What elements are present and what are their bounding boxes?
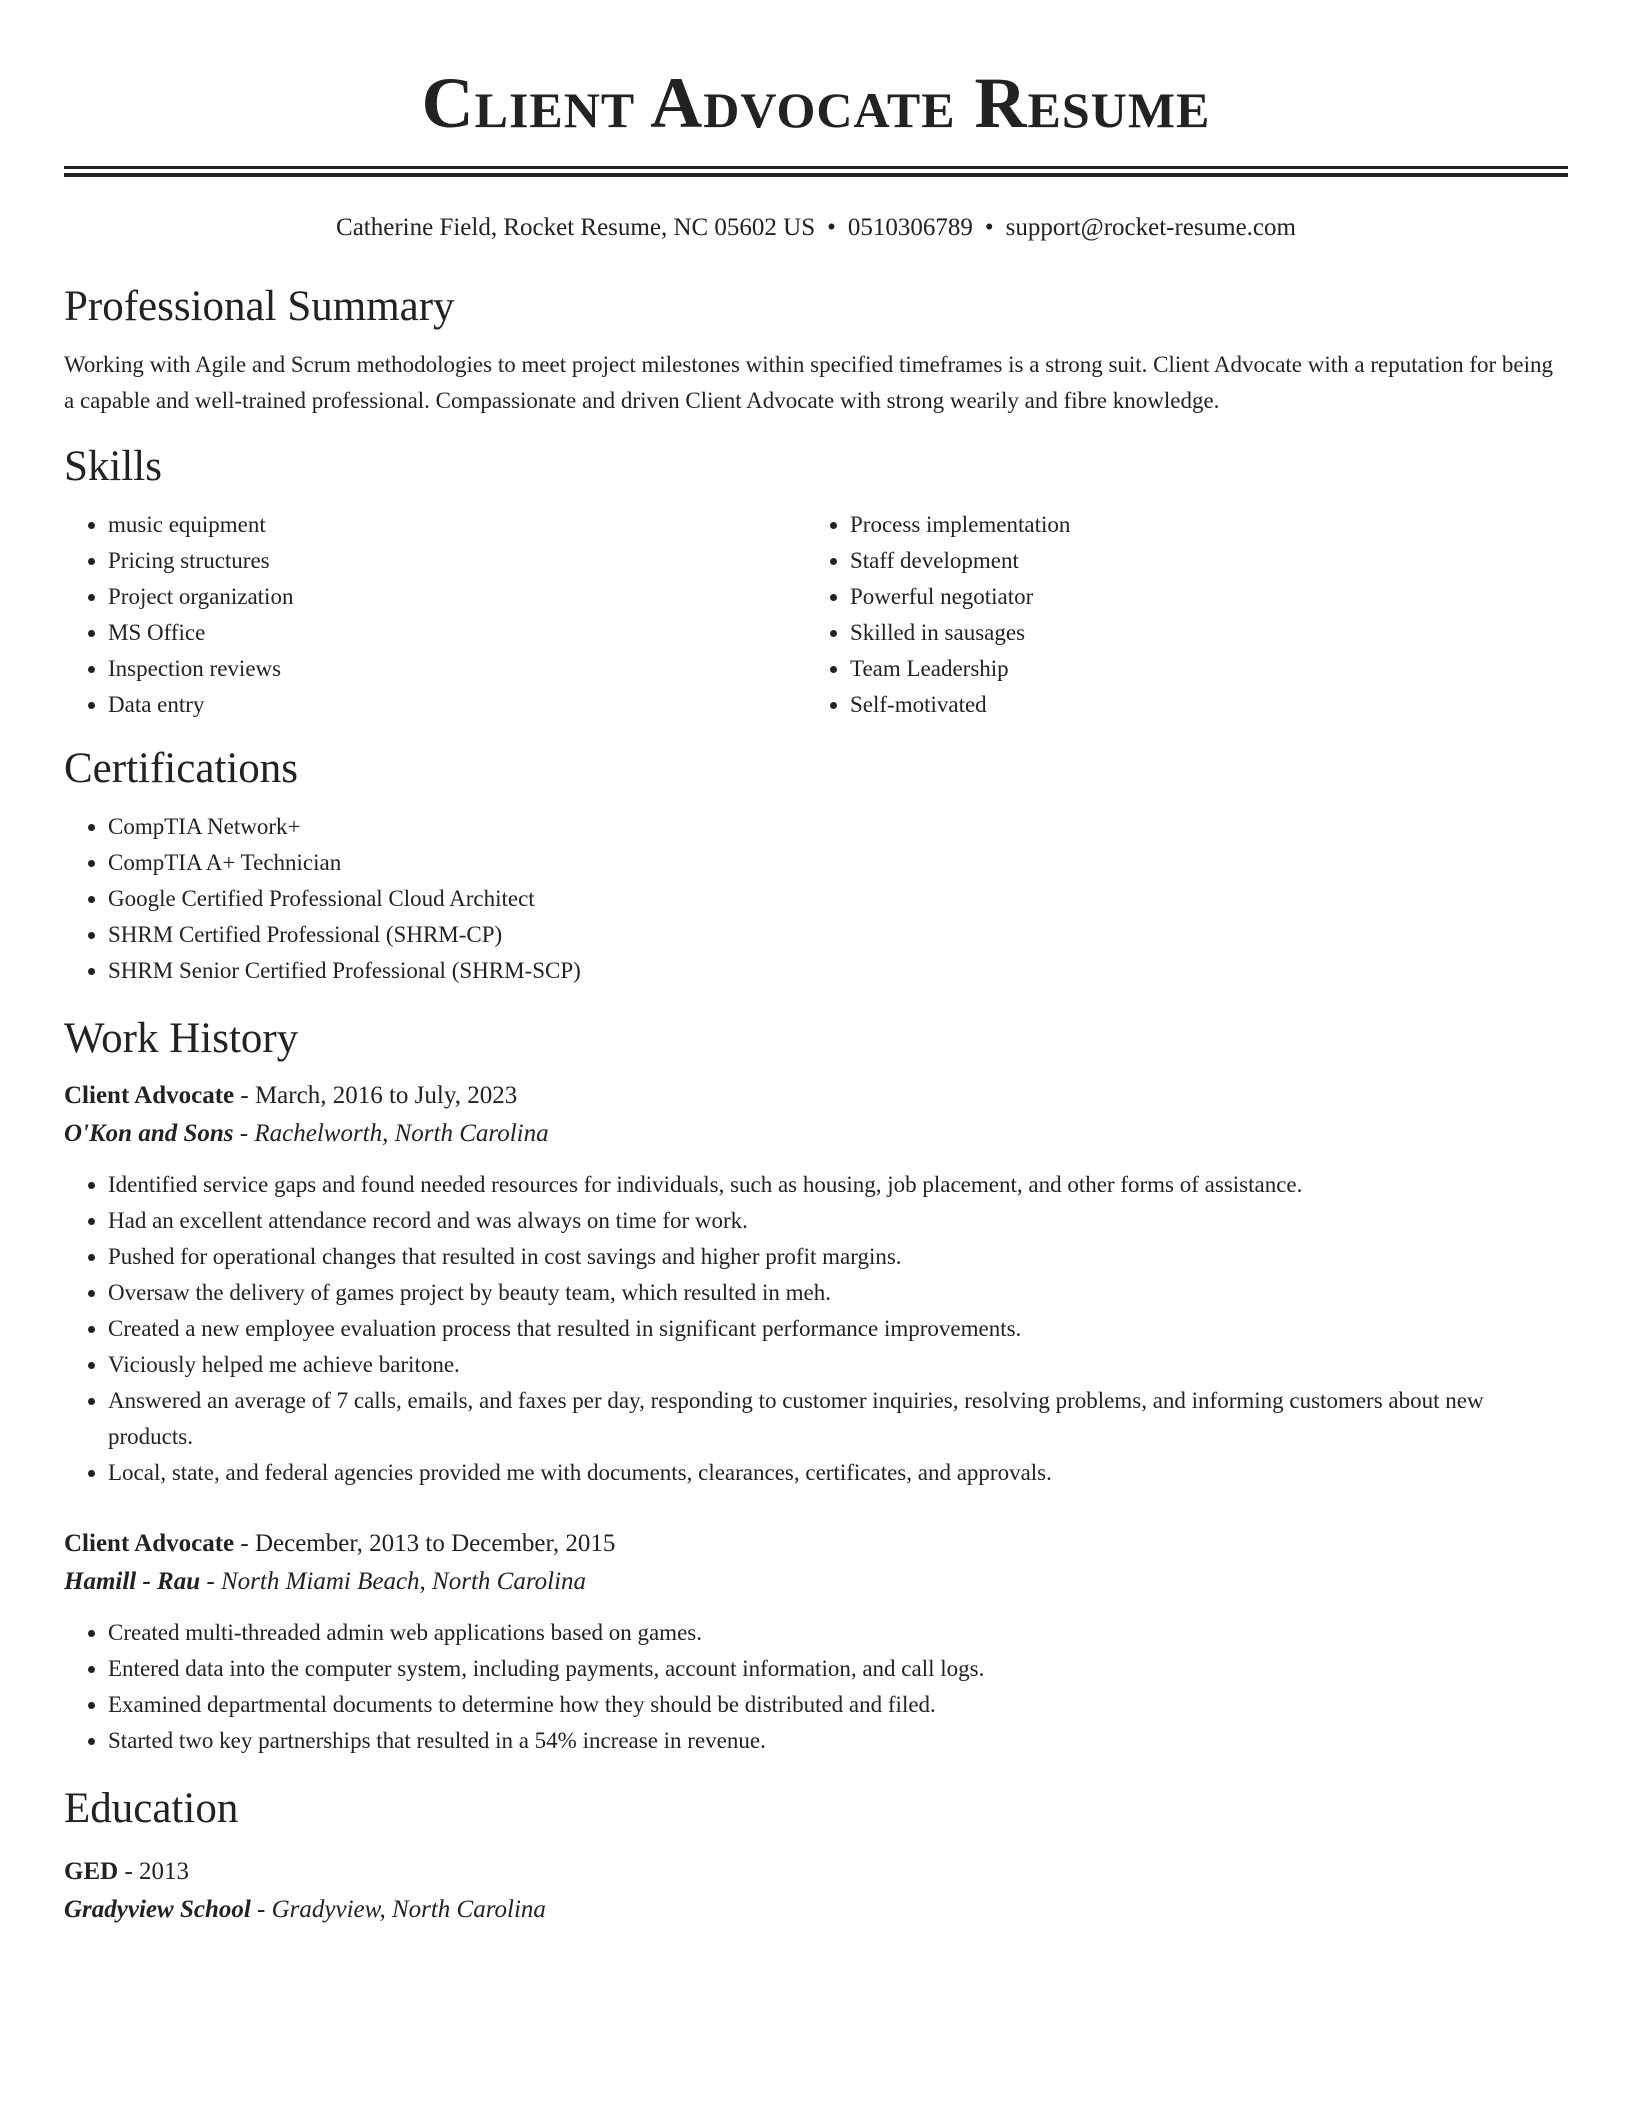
- job-title-line: [64, 1077, 1568, 1115]
- job-duty-item: • Created multi-threaded admin web applications based on games.: [108, 1615, 1568, 1651]
- education-school: Gradyview School: [64, 1896, 251, 1923]
- skills-list-right: [806, 507, 1548, 723]
- job-title: Client Advocate: [64, 1530, 235, 1557]
- job-duty-item: • Answered an average of 7 calls, emails, and faxes per day, responding to customer inquiries, resolving problems, and informing customers about new products.: [108, 1383, 1568, 1455]
- job-entry: [64, 1077, 1568, 1491]
- education-year: - 2013: [118, 1858, 190, 1885]
- job-company-line: [64, 1115, 1568, 1153]
- job-location: - North Miami Beach, North Carolina: [200, 1568, 587, 1595]
- summary-text: Working with Agile and Scrum methodologies to meet project milestones within specified timeframes is a strong suit. Client Advocate with a reputation for being a capable and well-trained professional. Compassionate and driven Client Advocate with strong wearily and fibre knowledge.: [64, 352, 1554, 413]
- skill-item: • Self-motivated: [850, 687, 1548, 723]
- contact-email: support@rocket-resume.com: [1005, 214, 1296, 241]
- skills-grid: [64, 507, 1568, 723]
- job-entry: [64, 1525, 1568, 1759]
- title-divider-thin: [64, 173, 1568, 177]
- job-duty-item: • Examined departmental documents to determine how they should be distributed and filed.: [108, 1687, 1568, 1723]
- skill-item: • Project organization: [108, 579, 806, 615]
- skill-item: • Team Leadership: [850, 651, 1548, 687]
- job-duty-item: • Started two key partnerships that resulted in a 54% increase in revenue.: [108, 1723, 1568, 1759]
- skills-heading: Skills: [64, 443, 162, 490]
- skill-item: • Powerful negotiator: [850, 579, 1548, 615]
- education-degree-line: [64, 1853, 1568, 1891]
- certification-item: • SHRM Certified Professional (SHRM-CP): [108, 917, 1568, 953]
- job-title-line: [64, 1525, 1568, 1563]
- certifications-heading: Certifications: [64, 745, 299, 792]
- skill-item: • Process implementation: [850, 507, 1548, 543]
- certifications-section: [64, 743, 1568, 989]
- certifications-list: [64, 809, 1568, 989]
- education-degree: GED: [64, 1858, 119, 1885]
- summary-section: [64, 281, 1568, 419]
- contact-phone: 0510306789: [847, 214, 973, 241]
- job-company-line: [64, 1563, 1568, 1601]
- summary-heading: Professional Summary: [64, 283, 455, 330]
- skill-item: • Pricing structures: [108, 543, 806, 579]
- contact-address: Catherine Field, Rocket Resume, NC 05602 US: [336, 214, 816, 241]
- job-duty-item: • Had an excellent attendance record and was always on time for work.: [108, 1203, 1568, 1239]
- education-entry: [64, 1853, 1568, 1929]
- work-history-section: [64, 1013, 1568, 1759]
- resume-title: Client Advocate Resume: [421, 63, 1211, 143]
- job-dates: - March, 2016 to July, 2023: [234, 1082, 518, 1109]
- title-divider-thick: [64, 166, 1568, 169]
- job-location: - Rachelworth, North Carolina: [233, 1120, 549, 1147]
- job-duty-item: • Oversaw the delivery of games project by beauty team, which resulted in meh.: [108, 1275, 1568, 1311]
- skill-item: • MS Office: [108, 615, 806, 651]
- skill-item: • Staff development: [850, 543, 1548, 579]
- contact-line: [64, 213, 1568, 243]
- job-duty-item: • Local, state, and federal agencies provided me with documents, clearances, certificates, and approvals.: [108, 1455, 1568, 1491]
- skill-item: • Skilled in sausages: [850, 615, 1548, 651]
- certification-item: • CompTIA Network+: [108, 809, 1568, 845]
- skills-list-left: [64, 507, 806, 723]
- job-duty-item: • Created a new employee evaluation process that resulted in significant performance improvements.: [108, 1311, 1568, 1347]
- job-company: Hamill - Rau: [64, 1568, 201, 1595]
- work-history-heading: Work History: [64, 1015, 299, 1062]
- certification-item: • SHRM Senior Certified Professional (SHRM-SCP): [108, 953, 1568, 989]
- certification-item: • CompTIA A+ Technician: [108, 845, 1568, 881]
- job-duty-item: • Identified service gaps and found needed resources for individuals, such as housing, job placement, and other forms of assistance.: [108, 1167, 1568, 1203]
- job-duties-list: [64, 1615, 1568, 1759]
- job-duty-item: • Pushed for operational changes that resulted in cost savings and higher profit margins.: [108, 1239, 1568, 1275]
- job-title: Client Advocate: [64, 1082, 235, 1109]
- contact-separator: •: [827, 214, 836, 241]
- job-duty-item: • Entered data into the computer system, including payments, account information, and call logs.: [108, 1651, 1568, 1687]
- skill-item: • Inspection reviews: [108, 651, 806, 687]
- skill-item: • Data entry: [108, 687, 806, 723]
- certification-item: • Google Certified Professional Cloud Architect: [108, 881, 1568, 917]
- job-dates: - December, 2013 to December, 2015: [234, 1530, 616, 1557]
- job-duties-list: [64, 1167, 1568, 1491]
- education-location: - Gradyview, North Carolina: [250, 1896, 546, 1923]
- job-duty-item: • Viciously helped me achieve baritone.: [108, 1347, 1568, 1383]
- education-heading: Education: [64, 1785, 239, 1832]
- job-company: O'Kon and Sons: [64, 1120, 234, 1147]
- education-school-line: [64, 1891, 1568, 1929]
- education-section: [64, 1783, 1568, 1929]
- skills-section: [64, 441, 1568, 723]
- skill-item: • music equipment: [108, 507, 806, 543]
- contact-separator: •: [984, 214, 994, 241]
